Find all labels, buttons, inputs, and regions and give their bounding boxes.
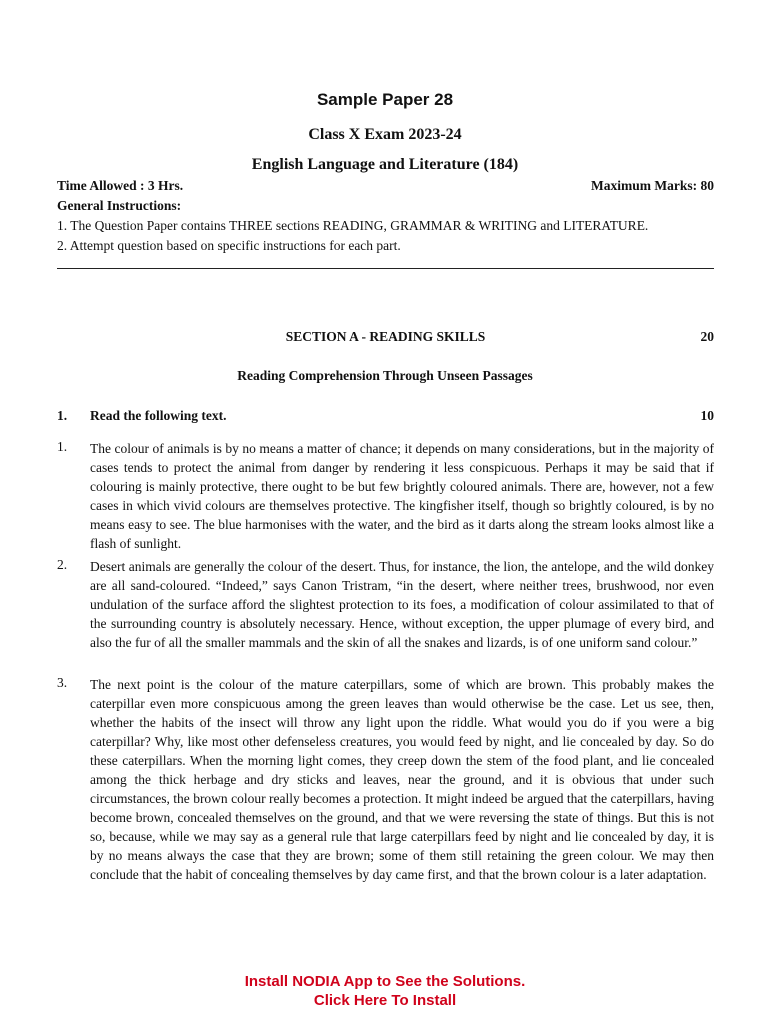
divider bbox=[57, 268, 714, 269]
install-app-banner[interactable] bbox=[0, 972, 770, 1010]
time-allowed: Time Allowed : 3 Hrs. bbox=[57, 178, 184, 193]
paragraph-number: 2. bbox=[57, 557, 68, 572]
meta-row bbox=[57, 178, 714, 194]
instructions-heading: General Instructions: bbox=[57, 198, 182, 213]
exam-class: Class X Exam 2023-24 bbox=[308, 126, 462, 143]
question-number: 1. bbox=[57, 408, 68, 423]
section-name: SECTION A - READING SKILLS bbox=[285, 329, 486, 344]
paper-title: Sample Paper 28 bbox=[316, 90, 454, 109]
instruction-2: 2. Attempt question based on specific instructions for each part. bbox=[57, 238, 401, 253]
click-to-install-link[interactable]: Click Here To Install bbox=[313, 992, 457, 1009]
section-marks: 20 bbox=[700, 329, 714, 344]
paragraph-number: 3. bbox=[57, 675, 68, 690]
subject-title: English Language and Literature (184) bbox=[251, 156, 519, 173]
install-app-link[interactable]: Install NODIA App to See the Solutions. bbox=[244, 973, 526, 990]
paragraph-text: Desert animals are generally the colour of the desert. Thus, for instance, the lion, the antelope, and the wild donkey are all sand-coloured. “Indeed,” says Canon Tristram, “in the desert, where neither trees, brushwood, nor even undulation of the surface afford the slightest protection to its foes, a modification of colour assimilated to that of the surrounding country is absolutely necessary. Hence, without exception, the upper plumage of every bird, and also the fur of all the smaller mammals and the skin of all the snakes and lizards, is of one uniform sand colour.” bbox=[90, 559, 714, 650]
instruction-1: 1. The Question Paper contains THREE sections READING, GRAMMAR & WRITING and LITERATURE. bbox=[57, 218, 649, 233]
paragraph-text: The next point is the colour of the mature caterpillars, some of which are brown. This probably makes the caterpillar even more conspicuous among the green leaves than would otherwise be the case. Let us see, then, whether the habits of the insect will throw any light upon the riddle. What would you do if you were a big caterpillar? Why, like most other defenseless creatures, you would feed by night, and lie concealed by day. So do these caterpillars. When the morning light comes, they creep down the stem of the food plant, and lie concealed among the thick herbage and dry sticks and leaves, near the ground, and it is obvious that under such circumstances, the brown colour really becomes a protection. It might indeed be argued that the caterpillars, having become brown, concealed themselves on the ground, and that we were reversing the state of things. But this is not so, because, while we may say as a general rule that large caterpillars feed by night and lie concealed by day, it is by no means always the case that they are brown; some of them still retaining the green colour. We may then conclude that the habit of concealing themselves by day came first, and that the brown colour is a later adaptation. bbox=[90, 677, 714, 882]
question-text: Read the following text. bbox=[90, 408, 227, 423]
maximum-marks: Maximum Marks: 80 bbox=[591, 178, 714, 193]
question-marks: 10 bbox=[700, 408, 714, 423]
paragraph-text: The colour of animals is by no means a matter of chance; it depends on many considerations, but in the majority of cases tends to protect the animal from danger by rendering it less conspicuous. Perhaps it may be said that if colouring is mainly protective, there ought to be but few brightly coloured animals. There are, however, not a few cases in which vivid colours are themselves protective. The kingfisher itself, though so brightly coloured, is by no means easy to see. The blue harmonises with the water, and the bird as it darts along the stream looks almost like a flash of sunlight. bbox=[90, 441, 714, 551]
paragraph-number: 1. bbox=[57, 439, 68, 454]
section-subheading: Reading Comprehension Through Unseen Passages bbox=[237, 368, 533, 383]
